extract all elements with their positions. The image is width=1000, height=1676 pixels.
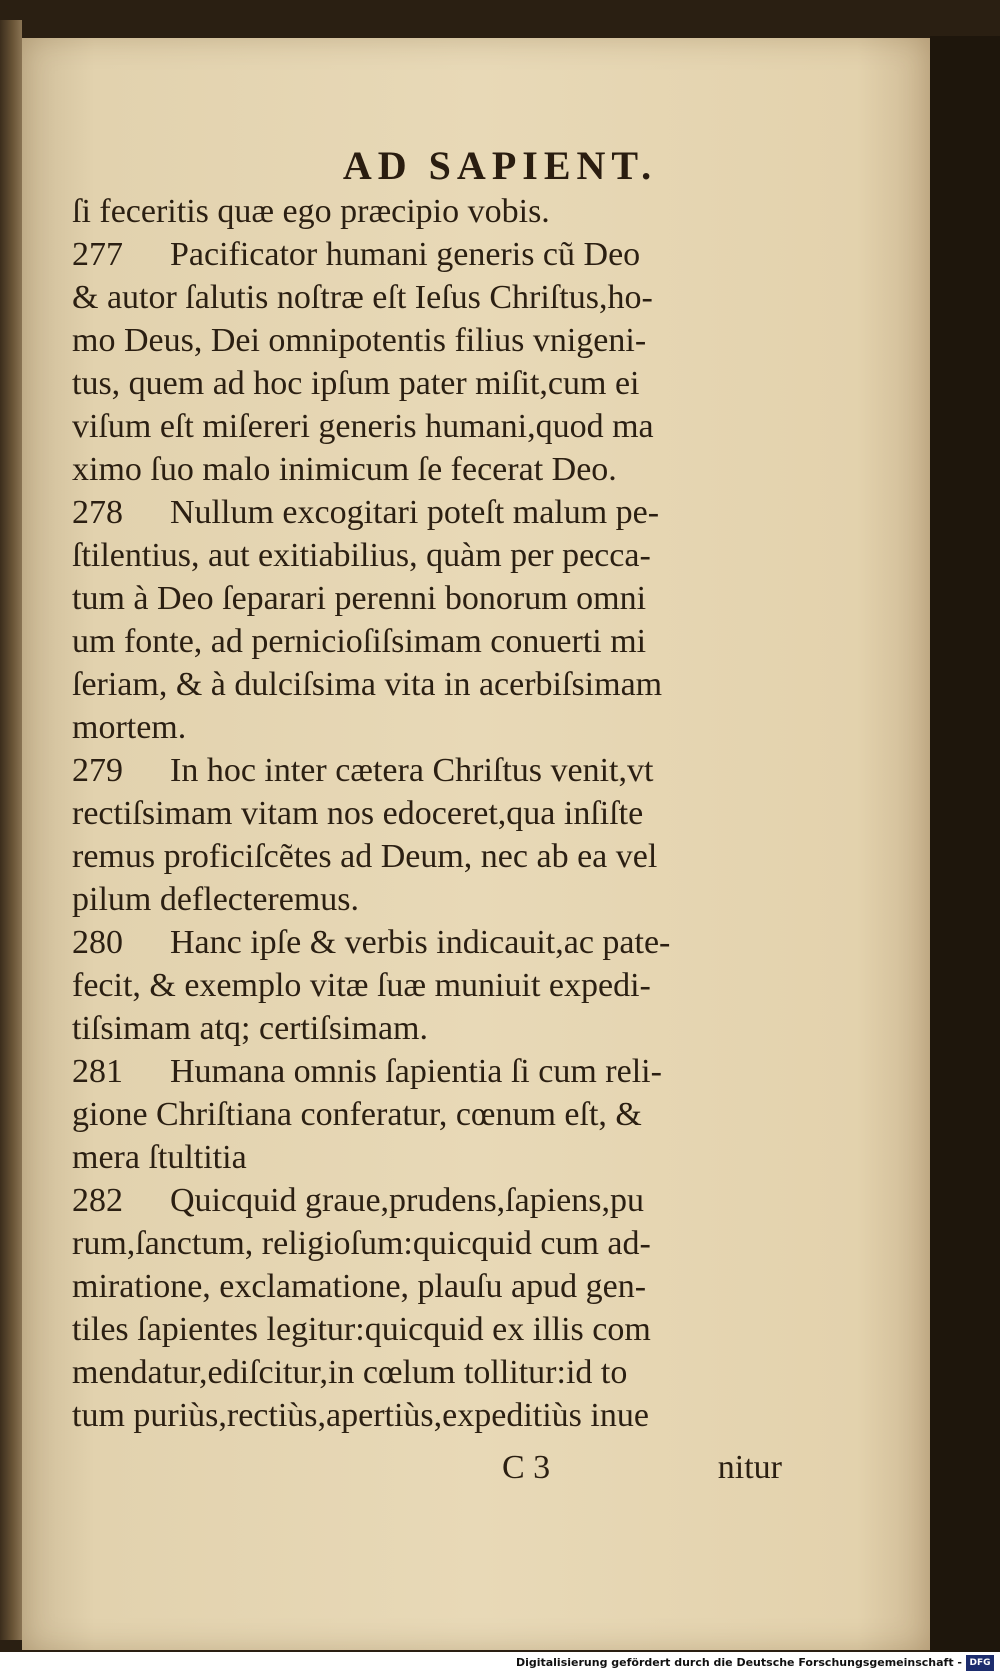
paragraph-number: 282: [72, 1182, 123, 1219]
text-line: [72, 1351, 782, 1394]
text-line: [72, 835, 782, 878]
line-text: gione Chriſtiana conferatur, cœnum eſt, &: [72, 1096, 642, 1133]
line-text: tiles ſapientes legitur:quicquid ex illis com: [72, 1311, 651, 1348]
line-text: miratione, exclamatione, plauſu apud gen-: [72, 1268, 647, 1305]
line-text: pilum deflecteremus.: [72, 881, 360, 918]
line-text: mera ſtultitia: [72, 1139, 247, 1176]
paragraph-number: 277: [72, 236, 123, 273]
line-text: mo Deus, Dei omnipotentis filius vnigeni-: [72, 322, 647, 359]
line-text: tiſsimam atq; certiſsimam.: [72, 1010, 428, 1047]
line-text: Humana omnis ſapientia ſi cum reli-: [170, 1053, 662, 1090]
line-text: In hoc inter cætera Chriſtus venit,vt: [170, 752, 654, 789]
text-block: [72, 190, 782, 1437]
text-line: [72, 706, 782, 749]
line-text: tum puriùs,rectiùs,apertiùs,expeditiùs inue: [72, 1397, 649, 1434]
text-line: [72, 1308, 782, 1351]
paragraph-number: 278: [72, 494, 123, 531]
text-line: [72, 620, 782, 663]
scan-right-margin: [930, 36, 1000, 1652]
catchword: nitur: [717, 1449, 782, 1486]
line-text: Nullum excogitari poteſt malum pe-: [170, 494, 660, 531]
text-line: [72, 448, 782, 491]
line-text: Hanc ipſe & verbis indicauit,ac pate-: [170, 924, 671, 961]
text-line: [72, 190, 782, 233]
text-line: [72, 663, 782, 706]
paragraph-number: 281: [72, 1053, 123, 1090]
text-line: [72, 878, 782, 921]
line-text: fecit, & exemplo vitæ ſuæ muniuit expedi-: [72, 967, 651, 1004]
text-line: [72, 1265, 782, 1308]
text-line: [72, 233, 782, 276]
text-line: [72, 1179, 782, 1222]
funding-credit: Digitalisierung gefördert durch die Deutsche Forschungsgemeinschaft -: [515, 1656, 962, 1669]
text-line: [72, 276, 782, 319]
text-line: [72, 1222, 782, 1265]
line-text: & autor ſalutis noſtræ eſt Ieſus Chriſtus,ho-: [72, 279, 653, 316]
text-line: [72, 405, 782, 448]
paragraph-number: 280: [72, 924, 123, 961]
text-line: [72, 1050, 782, 1093]
running-head: AD SAPIENT.: [342, 143, 658, 188]
text-line: [72, 1394, 782, 1437]
text-line: [72, 1093, 782, 1136]
line-text: mendatur,ediſcitur,in cœlum tollitur:id to: [72, 1354, 628, 1391]
text-line: [72, 319, 782, 362]
text-line: [72, 491, 782, 534]
line-text: ximo ſuo malo inimicum ſe fecerat Deo.: [72, 451, 617, 488]
line-text: tum à Deo ſeparari perenni bonorum omni: [72, 580, 647, 617]
text-line: [72, 964, 782, 1007]
text-line: [72, 749, 782, 792]
line-text: ſi feceritis quæ ego præcipio vobis.: [72, 193, 550, 230]
dfg-logo: DFG: [966, 1655, 994, 1671]
text-line: [72, 577, 782, 620]
line-text: ſtilentius, aut exitiabilius, quàm per pecca-: [72, 537, 651, 574]
line-text: tus, quem ad hoc ipſum pater miſit,cum ei: [72, 365, 640, 402]
line-text: Quicquid graue,prudens,ſapiens,pu: [170, 1182, 644, 1219]
line-text: viſum eſt miſereri generis humani,quod ma: [72, 408, 654, 445]
line-text: rectiſsimam vitam nos edoceret,qua inſiſte: [72, 795, 644, 832]
text-line: [72, 1007, 782, 1050]
line-text: mortem.: [72, 709, 187, 746]
text-line: [72, 534, 782, 577]
book-spine-edge: [0, 20, 22, 1640]
page-footer-line: [72, 1446, 782, 1489]
line-text: Pacificator humani generis cũ Deo: [170, 236, 641, 273]
text-line: [72, 792, 782, 835]
paragraph-number: 279: [72, 752, 123, 789]
line-text: ſeriam, & à dulciſsima vita in acerbiſsimam: [72, 666, 663, 703]
line-text: remus proficiſcẽtes ad Deum, nec ab ea vel: [72, 838, 658, 875]
text-line: [72, 921, 782, 964]
text-line: [72, 1136, 782, 1179]
line-text: rum,ſanctum, religioſum:quicquid cum ad-: [72, 1225, 651, 1262]
signature-mark: C 3: [502, 1449, 551, 1486]
text-line: [72, 362, 782, 405]
line-text: um fonte, ad pernicioſiſsimam conuerti mi: [72, 623, 647, 660]
digitization-footer: [0, 1652, 1000, 1676]
